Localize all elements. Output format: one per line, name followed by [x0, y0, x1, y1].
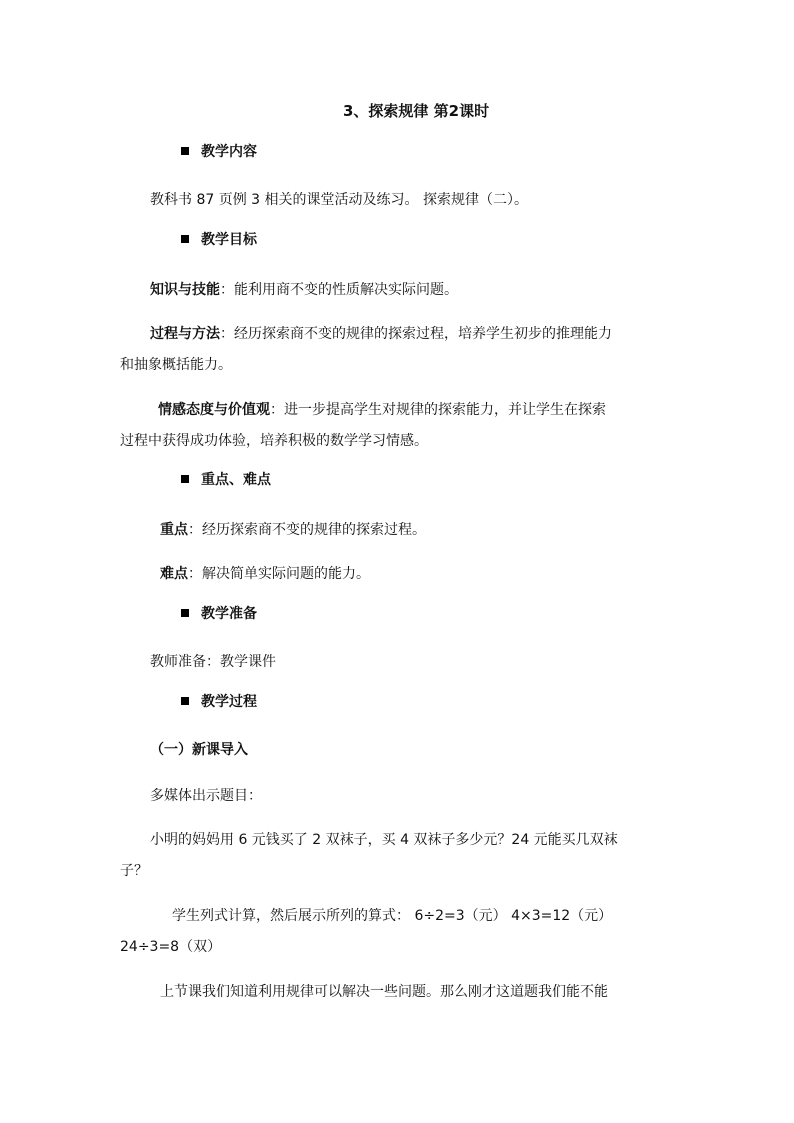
square-bullet-icon	[181, 475, 189, 483]
goal-process-text: ：经历探索商不变的规律的探索过程，培养学生初步的推理能力	[220, 326, 612, 342]
section-heading-label: 教学目标	[201, 232, 257, 248]
section-heading-label: 教学过程	[201, 694, 257, 710]
key-focus-text: ：经历探索商不变的规律的探索过程。	[188, 522, 426, 538]
goal-process-label: 过程与方法	[150, 326, 220, 342]
process-line-4: 上节课我们知道利用规律可以解决一些问题。那么刚才这道题我们能不能	[160, 984, 608, 1000]
goal-emotion-line-2: 过程中获得成功体验，培养积极的数学学习情感。	[120, 433, 428, 449]
process-line-2b: 子？	[120, 863, 148, 879]
process-line-1: 多媒体出示题目：	[150, 788, 262, 804]
content-paragraph: 教科书 87 页例 3 相关的课堂活动及练习。 探索规律（二）。	[150, 192, 528, 208]
square-bullet-icon	[181, 235, 189, 243]
section-heading-process	[181, 692, 257, 712]
section-heading-prep	[181, 604, 257, 624]
square-bullet-icon	[181, 147, 189, 155]
section-heading-key-points	[181, 470, 271, 490]
goal-emotion-line-1	[158, 400, 606, 420]
section-heading-label: 重点、难点	[201, 472, 271, 488]
key-difficulty-text: ：解决简单实际问题的能力。	[188, 566, 370, 582]
section-heading-goals	[181, 230, 257, 250]
process-line-2a: 小明的妈妈用 6 元钱买了 2 双袜子，买 4 双袜子多少元？24 元能买几双袜	[150, 832, 618, 848]
key-focus-label: 重点	[160, 522, 188, 538]
key-focus	[160, 520, 426, 540]
goal-knowledge	[150, 280, 458, 300]
key-difficulty-label: 难点	[160, 566, 188, 582]
process-line-3a: 学生列式计算，然后展示所列的算式： 6÷2=3（元） 4×3=12（元）	[172, 908, 613, 924]
goal-process-line-2: 和抽象概括能力。	[120, 357, 232, 373]
process-line-3b: 24÷3=8（双）	[120, 939, 222, 955]
goal-knowledge-label: 知识与技能	[150, 282, 220, 298]
process-subheading: （一）新课导入	[150, 742, 248, 758]
section-heading-label: 教学准备	[201, 606, 257, 622]
square-bullet-icon	[181, 609, 189, 617]
goal-emotion-text: ：进一步提高学生对规律的探索能力，并让学生在探索	[270, 402, 606, 418]
section-heading-label: 教学内容	[201, 144, 257, 160]
goal-emotion-label: 情感态度与价值观	[158, 402, 270, 418]
goal-process-line-1	[150, 324, 612, 344]
key-difficulty	[160, 564, 370, 584]
prep-paragraph: 教师准备：教学课件	[150, 654, 276, 670]
section-heading-content	[181, 142, 257, 162]
document-title: 3、探索规律 第2课时	[343, 102, 490, 120]
goal-knowledge-text: ：能利用商不变的性质解决实际问题。	[220, 282, 458, 298]
square-bullet-icon	[181, 697, 189, 705]
